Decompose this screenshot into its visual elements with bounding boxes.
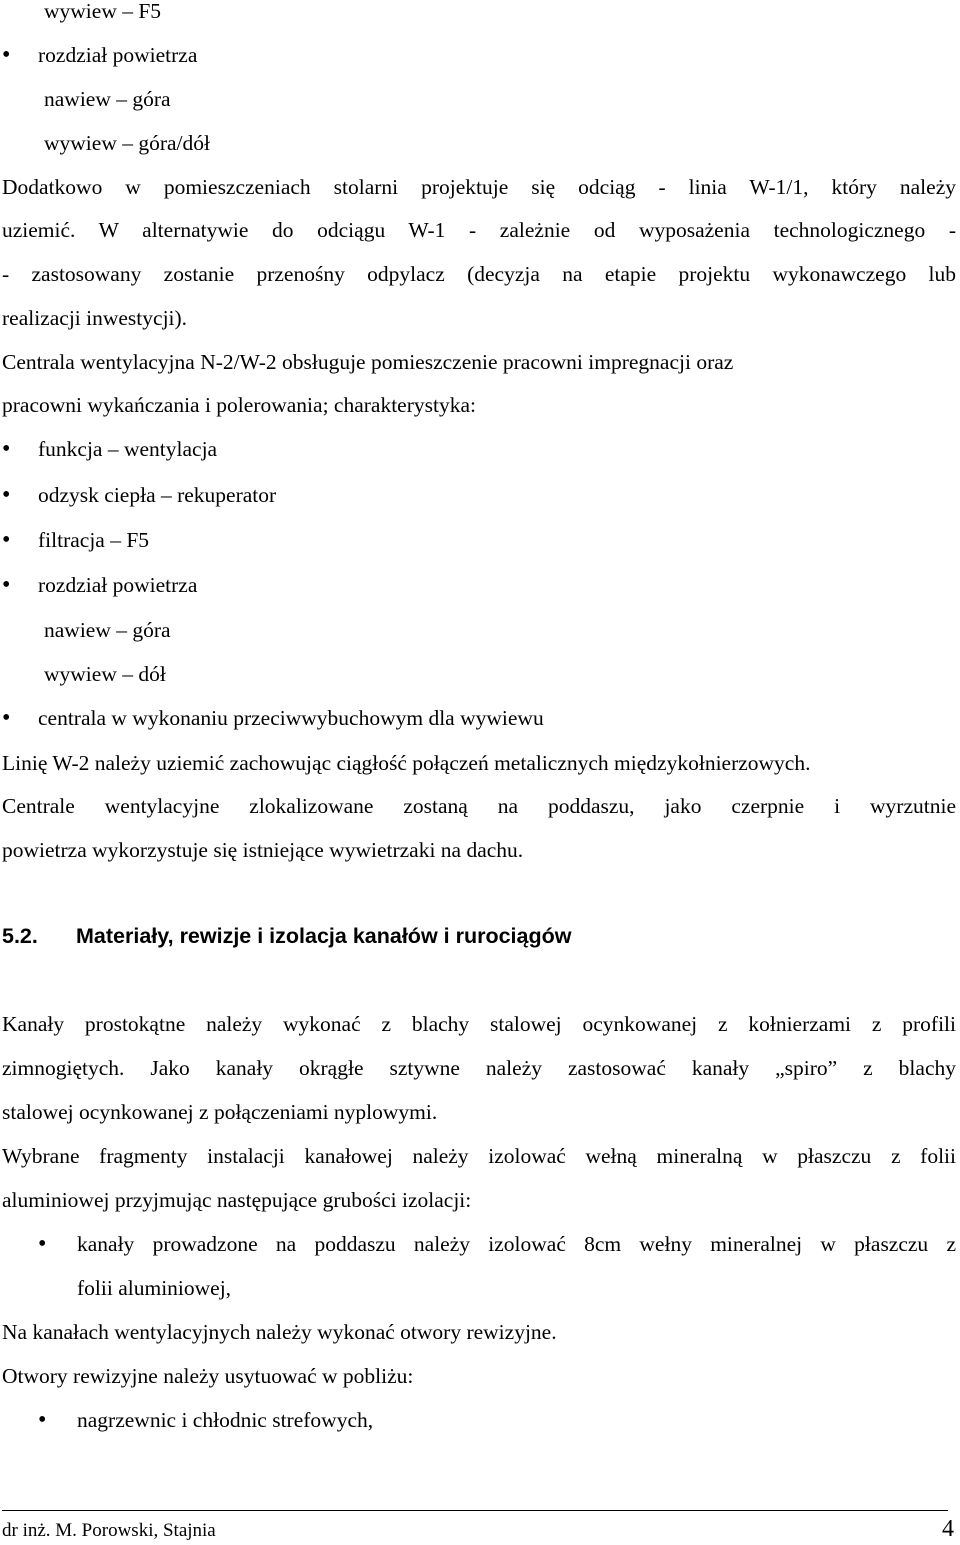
paragraph-line: realizacji inwestycji). [2,306,188,330]
paragraph-line: - zastosowany zostanie przenośny odpylacz (decyzja na etapie projektu wykonawczego lub [2,262,956,286]
paragraph-line: Centrale wentylacyjne zlokalizowane zostaną na poddaszu, jako czerpnie i wyrzutnie [2,794,956,818]
list-item-text: funkcja – wentylacja [38,437,218,461]
paragraph-line: Wybrane fragmenty instalacji kanałowej należy izolować wełną mineralną w płaszczu z folii [2,1144,956,1168]
paragraph-line: Linię W-2 należy uziemić zachowując ciągłość połączeń metalicznych międzykołnierzowych. [2,751,811,775]
bullet-icon: • [38,1407,47,1433]
list-item-text: nawiew – góra [44,618,171,642]
paragraph-line: Otwory rewizyjne należy usytuować w pobliżu: [2,1364,414,1388]
bullet-icon: • [2,436,11,462]
list-item-text: filtracja – F5 [38,528,150,552]
list-item-text: odzysk ciepła – rekuperator [38,483,277,507]
list-item-text: nagrzewnic i chłodnic strefowych, [77,1408,374,1432]
list-item-text: nawiew – góra [44,87,171,111]
paragraph-line: powietrza wykorzystuje się istniejące wywietrzaki na dachu. [2,838,524,862]
section-title: Materiały, rewizje i izolacja kanałów i rurociągów [76,924,572,948]
paragraph-line: Na kanałach wentylacyjnych należy wykonać otwory rewizyjne. [2,1320,557,1344]
bullet-icon: • [2,482,11,508]
bullet-icon: • [2,572,11,598]
list-item-text: wywiew – dół [44,662,166,686]
list-item-text: wywiew – góra/dół [44,131,210,155]
paragraph-line: uziemić. W alternatywie do odciągu W-1 - zależnie od wyposażenia technologicznego - [2,218,956,242]
bullet-icon: • [38,1231,47,1257]
footer-divider [2,1510,948,1511]
paragraph-line: zimnogiętych. Jako kanały okrągłe sztywne należy zastosować kanały „spiro” z blachy [2,1056,956,1080]
footer-author: dr inż. M. Porowski, Stajnia [2,1520,216,1541]
paragraph-line: Kanały prostokątne należy wykonać z blachy stalowej ocynkowanej z kołnierzami z profili [2,1012,956,1036]
section-heading [2,922,571,950]
list-item-text: folii aluminiowej, [77,1276,232,1300]
paragraph-line: stalowej ocynkowanej z połączeniami nyplowymi. [2,1100,438,1124]
paragraph-line: pracowni wykańczania i polerowania; charakterystyka: [2,393,476,417]
list-item-text: centrala w wykonaniu przeciwwybuchowym dla wywiewu [38,706,544,730]
section-number: 5.2. [2,924,38,948]
paragraph-line: Centrala wentylacyjna N-2/W-2 obsługuje pomieszczenie pracowni impregnacji oraz [2,350,734,374]
list-item-text: wywiew – F5 [44,0,162,23]
bullet-icon: • [2,527,11,553]
list-item-text: rozdział powietrza [38,43,198,67]
list-item-text: kanały prowadzone na poddaszu należy izolować 8cm wełny mineralnej w płaszczu z [77,1232,956,1256]
page-number: 4 [942,1516,954,1542]
paragraph-line: aluminiowej przyjmując następujące grubości izolacji: [2,1188,472,1212]
list-item-text: rozdział powietrza [38,573,198,597]
paragraph-line: Dodatkowo w pomieszczeniach stolarni projektuje się odciąg - linia W-1/1, który należy [2,175,956,199]
bullet-icon: • [2,42,11,68]
bullet-icon: • [2,705,11,731]
